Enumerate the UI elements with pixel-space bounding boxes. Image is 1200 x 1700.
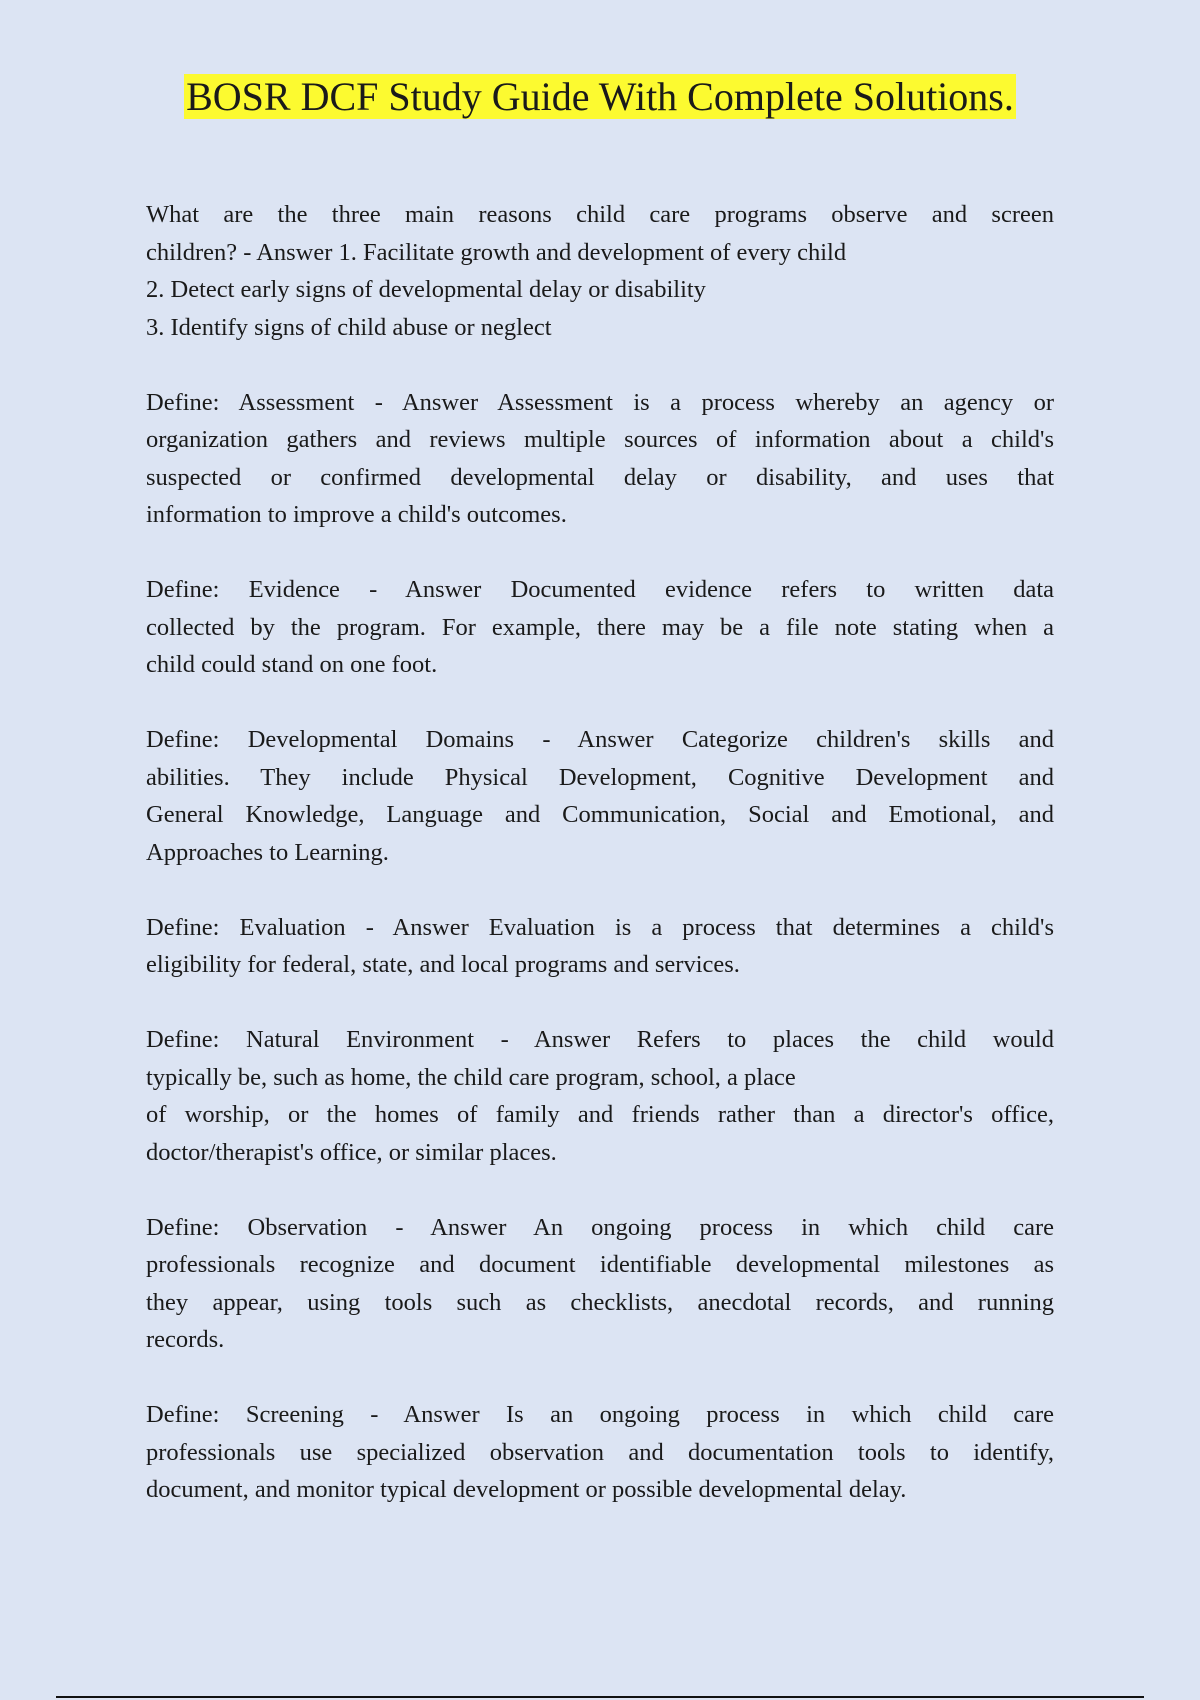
title-block [146,70,1054,124]
text-line: professionals recognize and document identifiable developmental milestones as [146,1251,1054,1278]
text-line: Define: Evidence - Answer Documented evidence refers to written data [146,576,1054,603]
text-line: Define: Natural Environment - Answer Refers to places the child would [146,1026,1054,1053]
qa-entry-developmental-domains [146,721,1054,871]
text-line: General Knowledge, Language and Communication, Social and Emotional, and [146,801,1054,828]
text-line: Define: Developmental Domains - Answer Categorize children's skills and [146,726,1054,753]
text-line: records. [146,1326,225,1353]
text-line: 3. Identify signs of child abuse or neglect [146,313,552,341]
text-line: Define: Observation - Answer An ongoing process in which child care [146,1213,1054,1241]
text-line: Define: Evaluation - Answer Evaluation is a process that determines a child's [146,913,1054,941]
text-line: collected by the program. For example, there may be a file note stating when a [146,613,1054,641]
text-line: 2. Detect early signs of developmental delay or disability [146,276,706,303]
text-line: doctor/therapist's office, or similar places. [146,1138,557,1166]
text-line: abilities. They include Physical Development, Cognitive Development and [146,763,1054,791]
document-title: BOSR DCF Study Guide With Complete Solutions. [186,74,1014,119]
text-line: organization gathers and reviews multiple sources of information about a child's [146,426,1054,453]
qa-entry-evaluation [146,909,1054,984]
qa-entry-natural-environment [146,1021,1054,1171]
qa-entry-observation [146,1209,1054,1359]
text-line: eligibility for federal, state, and local programs and services. [146,951,740,978]
footer-divider [56,1696,1144,1698]
qa-entry-assessment [146,384,1054,534]
text-line: What are the three main reasons child care programs observe and screen [146,201,1054,228]
text-line: they appear, using tools such as checklists, anecdotal records, and running [146,1288,1054,1316]
qa-entry-screening [146,1396,1054,1509]
text-line: Define: Screening - Answer Is an ongoing process in which child care [146,1401,1054,1428]
qa-entry-evidence [146,571,1054,684]
text-line: professionals use specialized observation and documentation tools to identify, [146,1438,1054,1466]
text-line: document, and monitor typical development or possible developmental delay. [146,1476,907,1503]
text-line: typically be, such as home, the child care program, school, a place [146,1063,796,1091]
text-line: children? - Answer 1. Facilitate growth and development of every child [146,238,847,266]
qa-entry-reasons-for-screening [146,196,1054,346]
text-line: information to improve a child's outcomes. [146,501,567,528]
document-body [146,196,1054,1546]
text-line: suspected or confirmed developmental delay or disability, and uses that [146,463,1054,491]
text-line: Approaches to Learning. [146,838,389,866]
text-line: of worship, or the homes of family and friends rather than a director's office, [146,1101,1054,1128]
text-line: child could stand on one foot. [146,651,438,678]
text-line: Define: Assessment - Answer Assessment is a process whereby an agency or [146,388,1054,416]
